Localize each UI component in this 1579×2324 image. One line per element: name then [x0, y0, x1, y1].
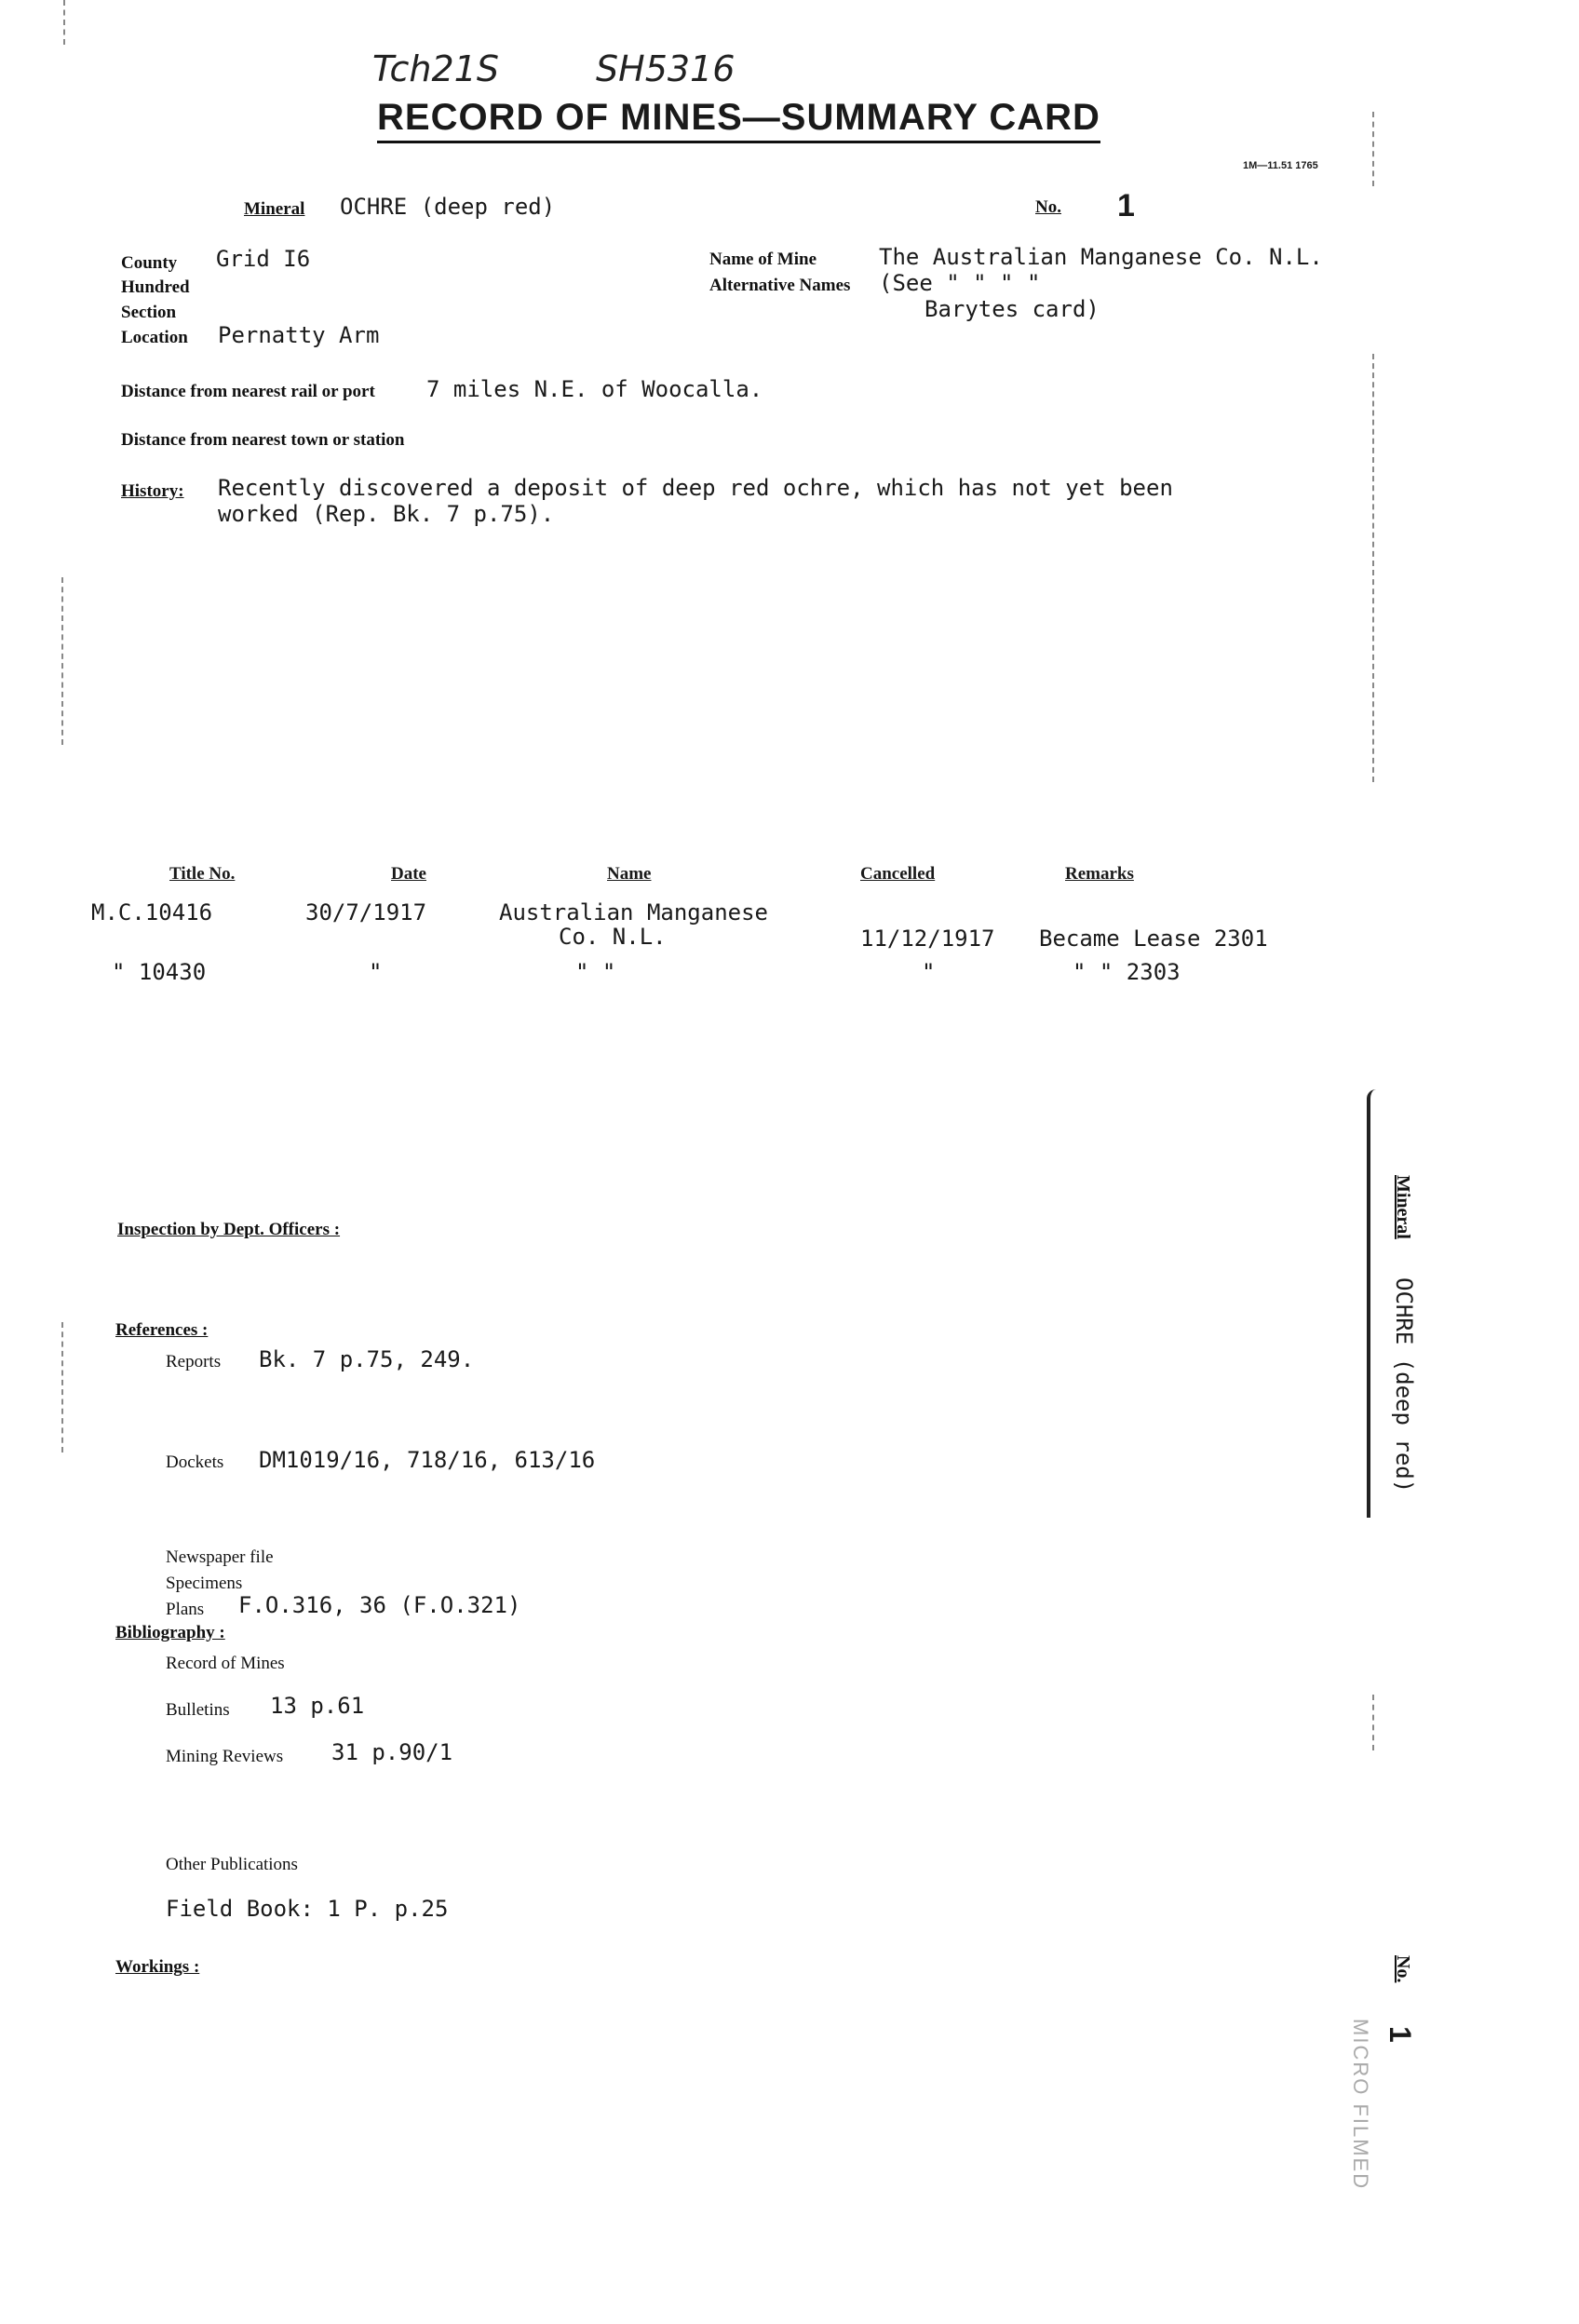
- mineral-label: Mineral: [244, 199, 305, 219]
- table-header-date: Date: [391, 864, 426, 884]
- alt-names-label: Alternative Names: [709, 276, 851, 295]
- bulletins-label: Bulletins: [166, 1700, 230, 1720]
- side-mineral-value: OCHRE (deep red): [1391, 1277, 1417, 1493]
- workings-label: Workings :: [115, 1957, 200, 1977]
- row-date: 30/7/1917: [305, 899, 427, 926]
- mine-name-label: Name of Mine: [709, 250, 817, 269]
- mining-reviews-label: Mining Reviews: [166, 1747, 284, 1766]
- history-line-2: worked (Rep. Bk. 7 p.75).: [218, 501, 555, 527]
- row-cancelled: 11/12/1917: [860, 926, 995, 952]
- side-no-value: 1: [1383, 2026, 1417, 2043]
- edge-mark: [61, 577, 63, 745]
- card-title: RECORD OF MINES—SUMMARY CARD: [377, 97, 1100, 143]
- dockets-label: Dockets: [166, 1452, 224, 1472]
- inspection-label: Inspection by Dept. Officers :: [117, 1220, 341, 1239]
- row-name-line-1: Australian Manganese: [499, 899, 768, 926]
- county-value: Grid I6: [216, 246, 311, 272]
- row-title-no: " 10430: [112, 959, 207, 985]
- row-date: ": [369, 959, 383, 985]
- alt-names-value-2: Barytes card): [924, 296, 1100, 322]
- county-label: County: [121, 253, 178, 273]
- handwritten-note-left: Tch21S: [372, 48, 499, 89]
- mine-name-value: The Australian Manganese Co. N.L.: [879, 244, 1323, 270]
- dockets-value: DM1019/16, 718/16, 613/16: [259, 1447, 596, 1473]
- hundred-label: Hundred: [121, 277, 190, 297]
- mining-reviews-value: 31 p.90/1: [331, 1739, 453, 1765]
- history-label: History:: [121, 481, 184, 501]
- distance-town-label: Distance from nearest town or station: [121, 430, 405, 450]
- handwritten-note-right: SH5316: [596, 48, 736, 89]
- table-header-cancelled: Cancelled: [860, 864, 936, 884]
- newspaper-label: Newspaper file: [166, 1547, 274, 1567]
- record-of-mines-label: Record of Mines: [166, 1654, 285, 1673]
- side-mineral-label: Mineral: [1393, 1175, 1413, 1239]
- edge-mark: [63, 0, 65, 45]
- alt-names-value-1: (See " " " ": [879, 270, 1041, 296]
- specimens-label: Specimens: [166, 1574, 243, 1593]
- print-code: 1M—11.51 1765: [1243, 160, 1318, 171]
- history-line-1: Recently discovered a deposit of deep red ochre, which has not yet been: [218, 475, 1173, 501]
- distance-rail-label: Distance from nearest rail or port: [121, 382, 375, 401]
- location-value: Pernatty Arm: [218, 322, 380, 348]
- bulletins-value: 13 p.61: [270, 1693, 365, 1719]
- plans-value: F.O.316, 36 (F.O.321): [238, 1592, 521, 1618]
- table-header-remarks: Remarks: [1065, 864, 1134, 884]
- edge-mark: [1372, 112, 1374, 186]
- edge-mark: [1372, 354, 1374, 782]
- microfilmed-stamp: MICRO FILMED: [1349, 2019, 1372, 2191]
- row-remarks: Became Lease 2301: [1039, 926, 1268, 952]
- mineral-value: OCHRE (deep red): [340, 194, 556, 220]
- reports-label: Reports: [166, 1352, 222, 1371]
- bibliography-label: Bibliography :: [115, 1623, 225, 1642]
- distance-rail-value: 7 miles N.E. of Woocalla.: [426, 376, 763, 402]
- row-name-line-2: Co. N.L.: [559, 924, 667, 950]
- side-tab-border: [1367, 1089, 1376, 1518]
- edge-mark: [61, 1322, 63, 1452]
- plans-label: Plans: [166, 1600, 205, 1619]
- row-cancelled: ": [922, 959, 936, 985]
- row-remarks: " " 2303: [1073, 959, 1181, 985]
- location-label: Location: [121, 328, 188, 347]
- side-no-label: No.: [1393, 1955, 1413, 1983]
- edge-mark: [1372, 1695, 1374, 1750]
- number-label: No.: [1035, 197, 1061, 217]
- row-name-line-1: " ": [575, 959, 616, 985]
- table-header-title-no: Title No.: [169, 864, 236, 884]
- number-value: 1: [1117, 188, 1135, 223]
- references-label: References :: [115, 1320, 209, 1340]
- field-book-value: Field Book: 1 P. p.25: [166, 1896, 449, 1922]
- other-publications-label: Other Publications: [166, 1855, 298, 1874]
- section-label: Section: [121, 303, 177, 322]
- table-header-name: Name: [607, 864, 652, 884]
- row-title-no: M.C.10416: [91, 899, 213, 926]
- reports-value: Bk. 7 p.75, 249.: [259, 1346, 475, 1372]
